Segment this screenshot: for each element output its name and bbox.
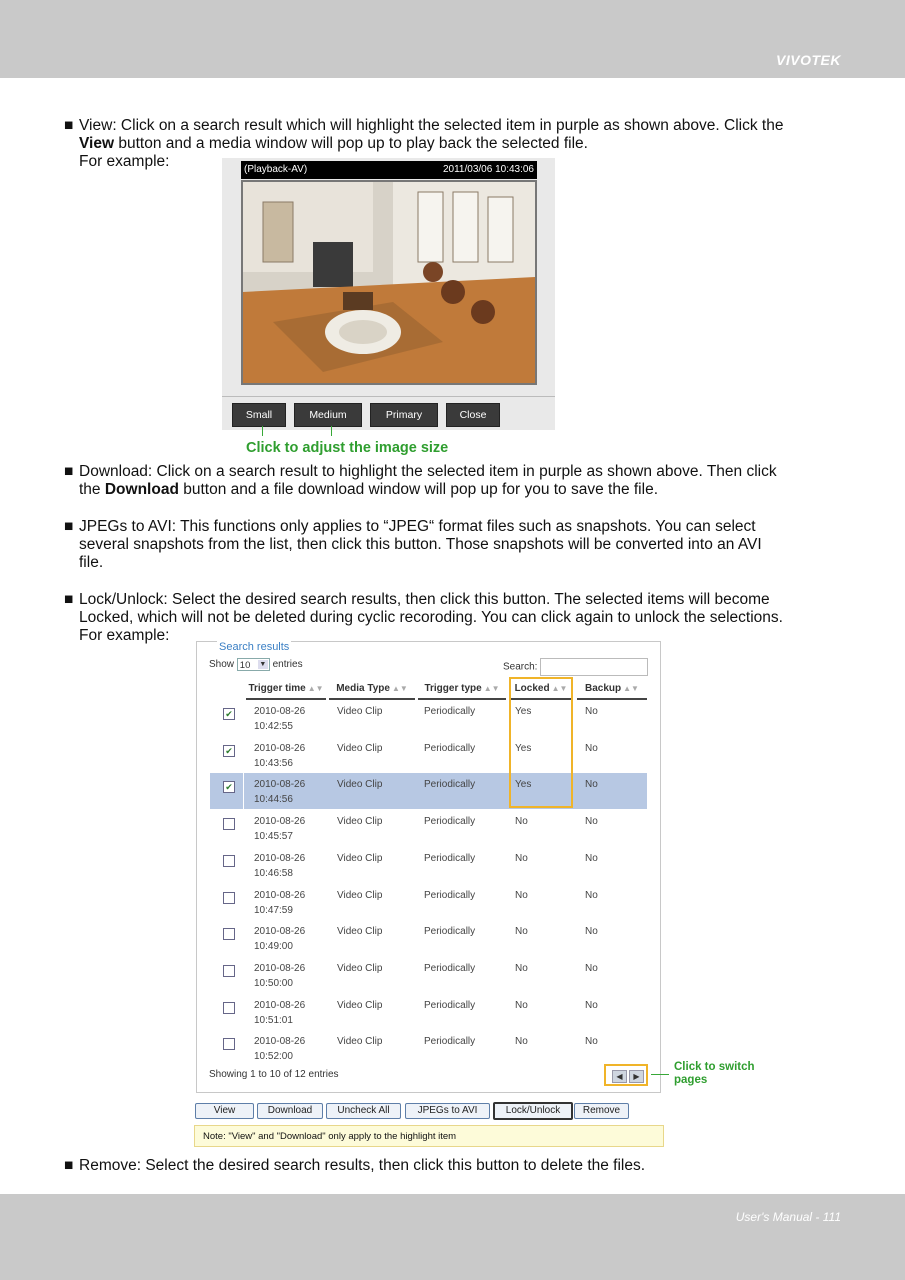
brand-logo: VIVOTEK <box>776 52 841 68</box>
entries-select-value: 10 <box>239 660 251 671</box>
column-divider <box>243 847 244 883</box>
column-divider <box>243 810 244 846</box>
table-row[interactable] <box>210 700 647 736</box>
trigger-date: 2010-08-26 <box>254 816 306 828</box>
lock-unlock-button[interactable]: Lock/Unlock <box>493 1102 573 1120</box>
trigger-date: 2010-08-26 <box>254 889 306 901</box>
media-type-cell: Video Clip <box>337 742 383 754</box>
trigger-date: 2010-08-26 <box>254 962 306 974</box>
video-frame <box>241 180 537 385</box>
column-label: Trigger type <box>424 683 482 694</box>
download-bold-term: Download <box>104 481 179 498</box>
trigger-type-cell: Periodically <box>424 962 476 974</box>
view-line-2: button and a media window will pop up to play back the selected file. <box>114 135 588 152</box>
small-button[interactable]: Small <box>232 403 286 427</box>
player-title-bar <box>241 161 537 179</box>
row-checkbox[interactable]: ✔ <box>223 708 235 720</box>
entries-label: entries <box>272 659 303 671</box>
locked-cell: No <box>515 999 528 1011</box>
table-row[interactable] <box>210 884 647 920</box>
locked-column-highlight <box>509 677 573 808</box>
trigger-time: 10:50:00 <box>254 977 293 989</box>
media-player-window <box>222 158 555 430</box>
row-checkbox[interactable] <box>223 1002 235 1014</box>
view-line-1: View: Click on a search result which will highlight the selected item in purple as shown above. Click the <box>79 117 784 134</box>
trigger-time: 10:44:56 <box>254 794 293 806</box>
trigger-time-cell <box>254 704 305 734</box>
jpegs-to-avi-button[interactable]: JPEGs to AVI <box>405 1103 490 1119</box>
row-checkbox[interactable] <box>223 855 235 867</box>
column-label: Backup <box>585 683 622 694</box>
page-number: User's Manual - 111 <box>735 1210 841 1224</box>
search-input[interactable] <box>540 658 648 676</box>
trigger-time-cell <box>254 998 305 1028</box>
trigger-type-cell: Periodically <box>424 742 476 754</box>
media-type-cell: Video Clip <box>337 926 383 938</box>
trigger-time: 10:45:57 <box>254 831 293 843</box>
media-type-cell: Video Clip <box>337 889 383 901</box>
table-row[interactable] <box>210 920 647 956</box>
column-divider <box>243 773 244 809</box>
media-type-cell: Video Clip <box>337 962 383 974</box>
trigger-time: 10:42:55 <box>254 721 293 732</box>
media-type-cell: Video Clip <box>337 852 383 864</box>
download-line-2: button and a file download window will pop up for you to save the file. <box>178 481 658 498</box>
pager-callout-line-2: pages <box>674 1074 708 1086</box>
table-row[interactable] <box>210 737 647 773</box>
locked-cell: Yes <box>515 706 532 717</box>
primary-button[interactable]: Primary <box>370 403 438 427</box>
sort-icon: ▲▼ <box>551 684 568 693</box>
trigger-time-cell <box>254 924 305 954</box>
download-line-1: Download: Click on a search result to highlight the selected item in purple as shown above. Then click <box>79 463 777 480</box>
trigger-date: 2010-08-26 <box>254 926 306 938</box>
backup-cell: No <box>585 816 598 828</box>
bullet-icon: ■ <box>64 1157 74 1174</box>
backup-cell: No <box>585 742 598 754</box>
trigger-date: 2010-08-26 <box>254 852 306 864</box>
table-row[interactable] <box>210 994 647 1030</box>
pager-callout <box>674 1061 755 1087</box>
backup-cell: No <box>585 889 598 901</box>
locked-cell: No <box>515 889 528 901</box>
search-box <box>503 658 648 676</box>
uncheck-all-button[interactable]: Uncheck All <box>326 1103 401 1119</box>
backup-cell: No <box>585 706 598 717</box>
trigger-time: 10:49:00 <box>254 941 293 953</box>
image-size-callout: Click to adjust the image size <box>246 440 449 456</box>
trigger-time-cell <box>254 777 305 807</box>
table-row[interactable] <box>210 957 647 993</box>
trigger-time: 10:46:58 <box>254 867 293 879</box>
backup-cell: No <box>585 1036 598 1048</box>
pager-highlight <box>604 1064 648 1086</box>
backup-cell: No <box>585 962 598 974</box>
entries-select[interactable] <box>237 658 270 671</box>
search-label: Search: <box>503 661 538 673</box>
medium-button[interactable]: Medium <box>294 403 362 427</box>
column-divider <box>243 994 244 1030</box>
locked-cell: No <box>515 962 528 974</box>
pager-callout-line-1: Click to switch <box>674 1061 755 1073</box>
trigger-date: 2010-08-26 <box>254 999 306 1011</box>
sort-icon: ▲▼ <box>391 684 408 693</box>
sort-icon: ▲▼ <box>623 684 639 693</box>
jpegs-line-2: several snapshots from the list, then click this button. Those snapshots will be converted into an AVI <box>79 536 762 553</box>
remove-paragraph <box>64 1157 844 1175</box>
lock-paragraph <box>64 591 844 645</box>
download-pre: the <box>79 481 105 498</box>
trigger-type-cell: Periodically <box>424 889 476 901</box>
pager-callout-line <box>651 1074 669 1075</box>
trigger-time: 10:47:59 <box>254 904 293 916</box>
row-checkbox[interactable]: ✔ <box>223 781 235 793</box>
trigger-type-cell: Periodically <box>424 779 476 791</box>
locked-cell: No <box>515 852 528 864</box>
player-title: (Playback-AV) <box>244 164 308 175</box>
trigger-type-cell: Periodically <box>424 816 476 828</box>
media-type-cell: Video Clip <box>337 1036 383 1048</box>
trigger-date: 2010-08-26 <box>254 779 306 791</box>
backup-cell: No <box>585 999 598 1011</box>
media-type-cell: Video Clip <box>337 706 383 717</box>
column-divider <box>243 737 244 773</box>
header-bar <box>0 0 905 78</box>
lock-line-2: Locked, which will not be deleted during cyclic recoroding. You can click again to unlock the selections. <box>79 609 783 626</box>
show-entries <box>209 658 303 671</box>
media-type-cell: Video Clip <box>337 779 383 791</box>
sort-icon: ▲▼ <box>307 684 324 693</box>
room-image <box>243 182 535 383</box>
footer-bar <box>0 1194 905 1280</box>
note-banner: Note: "View" and "Download" only apply to the highlight item <box>194 1125 664 1147</box>
chevron-down-icon: ▼ <box>259 661 267 668</box>
trigger-date: 2010-08-26 <box>254 1036 306 1048</box>
column-header-backup[interactable] <box>577 680 647 700</box>
sort-icon: ▲▼ <box>483 684 500 693</box>
trigger-time-cell <box>254 741 305 771</box>
column-divider <box>243 1030 244 1066</box>
download-button[interactable]: Download <box>257 1103 323 1119</box>
view-button[interactable]: View <box>195 1103 254 1119</box>
row-checkbox[interactable] <box>223 1038 235 1050</box>
entries-summary: Showing 1 to 10 of 12 entries <box>209 1069 339 1080</box>
backup-cell: No <box>585 852 598 864</box>
locked-cell: No <box>515 926 528 938</box>
trigger-time-cell <box>254 888 305 918</box>
close-button[interactable]: Close <box>446 403 500 427</box>
bullet-icon: ■ <box>64 117 74 134</box>
bullet-icon: ■ <box>64 591 74 608</box>
trigger-type-cell: Periodically <box>424 1036 476 1048</box>
bullet-icon: ■ <box>64 518 74 535</box>
row-checkbox[interactable] <box>223 928 235 940</box>
table-row[interactable] <box>210 810 647 846</box>
jpegs-line-3: file. <box>79 554 104 571</box>
view-line-3: For example: <box>79 153 170 170</box>
column-label: Locked <box>514 683 550 694</box>
callout-line-left <box>262 426 263 436</box>
lock-line-1: Lock/Unlock: Select the desired search results, then click this button. The selected items will become <box>79 591 770 608</box>
player-divider <box>222 396 555 397</box>
trigger-time-cell <box>254 1034 305 1064</box>
column-label: Trigger time <box>248 683 306 694</box>
next-page-icon[interactable]: ▶ <box>629 1070 644 1083</box>
trigger-time: 10:51:01 <box>254 1014 293 1026</box>
column-divider <box>243 957 244 993</box>
remove-button[interactable]: Remove <box>574 1103 629 1119</box>
trigger-time: 10:43:56 <box>254 757 293 769</box>
jpegs-line-1: JPEGs to AVI: This functions only applies to “JPEG“ format files such as snapshots. You can select <box>79 518 756 535</box>
row-checkbox[interactable]: ✔ <box>223 745 235 757</box>
search-results-panel <box>196 641 661 1093</box>
row-checkbox[interactable] <box>223 965 235 977</box>
column-header-trigger-time[interactable] <box>246 680 326 700</box>
locked-cell: Yes <box>515 742 532 754</box>
column-divider <box>243 884 244 920</box>
column-header-trigger-type[interactable] <box>418 680 506 700</box>
callout-line-right <box>331 426 332 436</box>
table-row[interactable] <box>210 773 647 809</box>
column-label: Media Type <box>336 683 390 694</box>
backup-cell: No <box>585 926 598 938</box>
trigger-time-cell <box>254 961 305 991</box>
jpegs-paragraph <box>64 518 844 572</box>
row-checkbox[interactable] <box>223 818 235 830</box>
trigger-date: 2010-08-26 <box>254 706 306 717</box>
locked-cell: No <box>515 816 528 828</box>
lock-line-3: For example: <box>79 627 170 644</box>
trigger-date: 2010-08-26 <box>254 742 306 754</box>
remove-line: Remove: Select the desired search results, then click this button to delete the files. <box>79 1157 646 1174</box>
locked-cell: Yes <box>515 779 532 791</box>
locked-cell: No <box>515 1036 528 1048</box>
trigger-type-cell: Periodically <box>424 926 476 938</box>
player-datetime: 2011/03/06 10:43:06 <box>442 164 534 175</box>
trigger-type-cell: Periodically <box>424 706 476 717</box>
search-results-title: Search results <box>219 641 290 653</box>
trigger-time-cell <box>254 851 305 881</box>
table-row[interactable] <box>210 1030 647 1066</box>
show-label: Show <box>209 659 235 671</box>
download-paragraph <box>64 463 844 499</box>
prev-page-icon[interactable]: ◀ <box>612 1070 627 1083</box>
bullet-icon: ■ <box>64 463 74 480</box>
media-type-cell: Video Clip <box>337 816 383 828</box>
table-row[interactable] <box>210 847 647 883</box>
column-divider <box>243 700 244 736</box>
trigger-time-cell <box>254 814 305 844</box>
column-header-media-type[interactable] <box>329 680 415 700</box>
view-bold-term: View <box>79 135 115 152</box>
media-type-cell: Video Clip <box>337 999 383 1011</box>
backup-cell: No <box>585 779 598 791</box>
row-checkbox[interactable] <box>223 892 235 904</box>
trigger-type-cell: Periodically <box>424 999 476 1011</box>
trigger-time: 10:52:00 <box>254 1051 293 1063</box>
column-divider <box>243 920 244 956</box>
trigger-type-cell: Periodically <box>424 852 476 864</box>
